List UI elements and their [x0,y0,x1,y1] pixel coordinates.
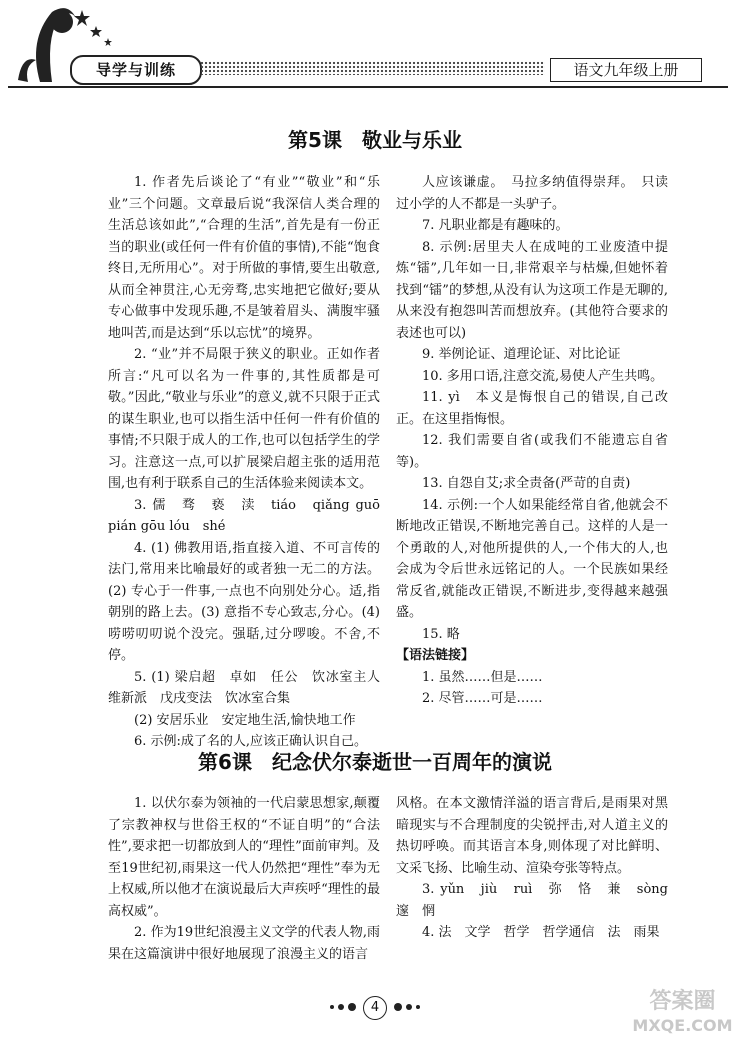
book-label: 语文九年级上册 [550,58,702,82]
answer-11: 11. yì 本义是悔恨自己的错误,自己改正。在这里指悔恨。 [396,390,668,427]
lesson6-title: 第6课 纪念伏尔泰逝世一百周年的演说 [198,750,552,774]
grammar-item-2: 2. 尽管……可是…… [422,691,543,706]
watermark-line-1: 答案圈 [649,989,716,1014]
answer-1: 1. 作者先后谈论了“有业”“敬业”和“乐业”三个问题。文章最后说“我深信人类合理的生活总该如此”,“合理的生活”,首先是有一份正当的职业(或任何一件有价值的事情),不能“饱食终日,无所用心”。对于所做的事情,要生出敬意,从而全神贯注,心无旁骛,忠实地把它做好;要从专心做事中发现乐趣,不是皱着眉头、满腹牢骚地叫苦,而是达到“乐以忘忧”的境界。 [108,175,380,341]
dot-icon [416,1005,420,1009]
answer-15: 15. 略 [422,626,460,642]
l6-answer-4: 4. 法 文学 哲学 哲学通信 法 雨果 [422,925,660,940]
answer-14: 14. 示例:一个人如果能经常自省,他就会不断地改正错误,不断地完善自己。这样的人是一个勇敢的人,对他所提供的人,一个伟大的人,也会成为令后世永远铭记的人。一个民族如果经常反省,就能改正错误,不断进步,变得越来越强盛。 [396,497,668,620]
dot-icon [330,1005,334,1009]
dot-icon [406,1004,412,1010]
answer-5: 5. (1) 梁启超 卓如 任公 饮冰室主人 维新派 戊戌变法 饮冰室合集 [108,669,394,706]
answer-6: 6. 示例:成了名的人,应该正确认识自己。 [134,734,368,749]
page-number-ornament [300,996,450,1020]
l6-answer-2: 2. 作为19世纪浪漫主义文学的代表人物,雨果在这篇演讲中很好地展现了浪漫主义的语言 [108,925,380,962]
answer-3: 3. 儒 骛 亵 渎 tiáo qiǎng guō pián gōu lóu shé [108,497,394,534]
answer-8: 8. 示例:居里夫人在成吨的工业废渣中提炼“镭”,几年如一日,非常艰辛与枯燥,但她怀着找到“镭”的梦想,从没有认为这项工作是无聊的,从来没有抱怨叫苦而想放弃。(其他符合要求的表述也可以) [396,239,668,341]
l6-answer-1: 1. 以伏尔泰为领袖的一代启蒙思想家,颠覆了宗教神权与世俗王权的“不证自明”的“合法性”,要求把一切都放到人的“理性”面前审判。及至19世纪初,雨果这一代人仍然把“理性”奉为无上权威,所以他才在演说最后大声疾呼“理性的最高权威”。 [108,796,380,919]
answer-5-2: (2) 安居乐业 安定地生活,愉快地工作 [134,712,356,728]
lesson6-right-column [396,793,682,944]
page-header [0,0,750,95]
lesson5-title: 第5课 敬业与乐业 [288,128,462,152]
header-dotted-band [200,61,545,75]
series-title-badge: 导学与训练 [70,55,202,85]
header-rule [8,86,728,88]
answer-9: 9. 举例论证、道理论证、对比论证 [422,347,621,362]
l6-answer-3: 3. yǔn jiù ruì 弥 恪 兼 sòng 邃 惘 [396,882,682,919]
grammar-link-tag: 【语法链接】 [396,648,475,663]
answer-7: 7. 凡职业都是有趣味的。 [422,218,569,233]
dot-icon [338,1004,344,1010]
watermark [620,990,745,1040]
answer-12: 12. 我们需要自省(或我们不能遗忘自省等)。 [396,433,668,470]
lesson6-left-column [108,793,380,965]
watermark-line-2: MXQE.COM [632,1016,733,1035]
page-number: 4 [363,996,387,1020]
answer-10: 10. 多用口语,注意交流,易使人产生共鸣。 [422,368,664,384]
dot-icon [348,1003,356,1011]
answer-13: 13. 自怨自艾;求全责备(严苛的自责) [422,476,631,491]
lesson5-right-column [396,172,668,710]
lesson5-left-column [108,172,394,753]
dot-icon [394,1003,402,1011]
answer-6-cont: 人应该谦虚。 马拉多纳值得崇拜。 只读过小学的人不都是一头驴子。 [396,175,668,212]
answer-2: 2. “业”并不局限于狭义的职业。正如作者所言:“凡可以名为一件事的,其性质都是可敬。”因此,“敬业与乐业”的意义,就不只限于正式的谋生职业,也可以指生活中任何一件有价值的事情;不只限于成人的工作,也可以包括学生的学习。注意这一点,可以扩展梁启超主张的适用范围,也有利于联系自己的生活体验来阅读本文。 [108,347,380,491]
answer-4: 4. (1) 佛教用语,指直接入道、不可言传的法门,常用来比喻最好的或者独一无二的方法。(2) 专心于一件事,一点也不向别处分心。适,指朝别的路上去。(3) 意指不专心致志,分心。(4) 唠唠叨叨说个没完。强聒,过分啰唆。不舍,不停。 [108,540,380,663]
l6-answer-2-cont: 风格。在本文激情洋溢的语言背后,是雨果对黑暗现实与不合理制度的尖锐抨击,对人道主义的热切呼唤。而其语言本身,则体现了对比鲜明、文采飞扬、比喻生动、渲染夸张等特点。 [396,796,668,876]
grammar-item-1: 1. 虽然……但是…… [422,669,543,685]
